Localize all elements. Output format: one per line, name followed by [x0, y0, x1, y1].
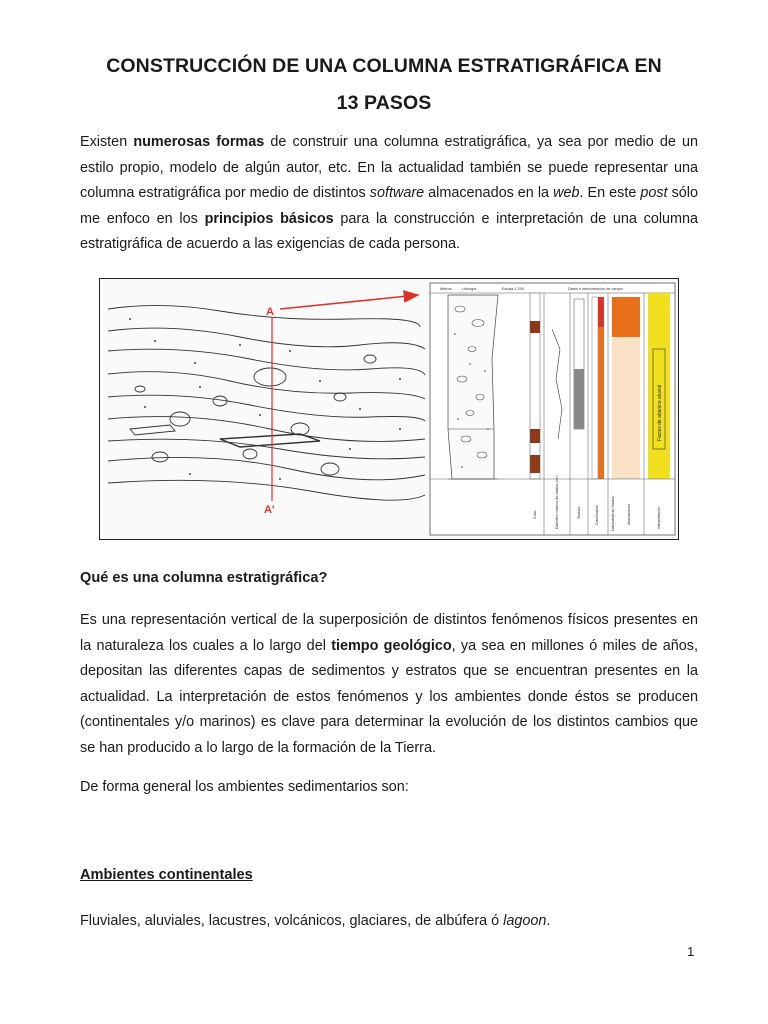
outcrop-dots — [129, 318, 401, 480]
intro-run: software — [369, 185, 425, 201]
bottom-header-color: Color — [533, 510, 537, 519]
bottom-header-diametro: Diámetro máximo de clastos (cm) — [555, 475, 559, 529]
heading-ambientes-continentales: Ambientes continentales — [80, 867, 253, 883]
figure-illustration — [100, 279, 678, 539]
intro-run: principios básicos — [204, 210, 334, 227]
intro-run: almacenados en la — [424, 185, 554, 201]
ambientes-continentales-list — [80, 909, 698, 935]
bottom-header-interpretacion: Interpretación — [657, 507, 661, 529]
page-title-line2: 13 PASOS — [336, 92, 432, 114]
heading-que-es: Qué es una columna estratigráfica? — [80, 570, 328, 586]
para2-run: tiempo geológico — [331, 637, 452, 654]
ambientes-intro-paragraph: De forma general los ambientes sedimentarios son: — [80, 779, 409, 795]
intro-run: de construir una columna estratigráfica, ya sea por medio de un estilo propio, modelo de algún autor, etc. En la actualidad también se puede representar una columna estratigráfica por medio de distintos — [80, 134, 699, 201]
section-label-a: A — [266, 306, 274, 318]
para4-run: Fluviales, aluviales, lacustres, volcánicos, glaciares, de albúfera ó — [80, 913, 504, 929]
intro-run: Existen — [80, 134, 134, 150]
bottom-header-asociaciones: Asociaciones — [627, 503, 631, 525]
col-header-datos: Datos e interpretación de campo — [568, 287, 623, 291]
stratigraphic-column — [430, 283, 675, 535]
definition-paragraph — [80, 608, 698, 761]
outcrop-sketch — [108, 305, 425, 500]
pointer-arrow — [280, 295, 418, 309]
intro-paragraph — [80, 130, 698, 258]
intro-run: . En este — [579, 185, 641, 201]
stratigraphic-column-figure — [99, 278, 679, 540]
intro-run: sólo me enfoco en los — [80, 185, 698, 227]
bottom-header-clasificacion: Clasificación — [595, 504, 599, 525]
facies-label: Facies de abanico aluvial — [657, 384, 663, 441]
col-header-litologia: Litología — [462, 287, 477, 291]
para2-run: , ya sea en millones ó miles de años, depositan las diferentes capas de sedimentos y estratos que se encuentran presentes en la actualidad. La interpretación de estos fenómenos y los ambientes donde éstos se producen (continentales y/o marinos) es clave para determinar la evolución de los distintos cambios que se han producido a lo largo de la formación de la Tierra. — [80, 637, 698, 756]
intro-run: para la construcción e interpretación de una columna estratigráfica de acuerdo a las exigencias de cada persona. — [80, 210, 699, 252]
para4-run: lagoon — [503, 913, 547, 929]
col-header-escala: Escala 1:200 — [502, 287, 524, 291]
section-label-a-prime: A' — [264, 504, 275, 516]
intro-run: web — [553, 185, 580, 201]
para4-run: . — [546, 913, 551, 929]
page-title-line1: CONSTRUCCIÓN DE UNA COLUMNA ESTRATIGRÁFICA EN — [106, 55, 662, 77]
col-header-metros: Metros — [440, 287, 452, 291]
intro-run: post — [640, 185, 668, 201]
bottom-header-textura: Textura — [577, 507, 581, 519]
intro-run: numerosas formas — [133, 134, 265, 150]
bottom-header-naturaleza: Naturaleza de clastos — [611, 496, 615, 531]
para2-run: Es una representación vertical de la superposición de distintos fenómenos físicos presentes en la naturaleza los cuales a lo largo del — [80, 612, 698, 654]
page-number: 1 — [687, 944, 695, 959]
